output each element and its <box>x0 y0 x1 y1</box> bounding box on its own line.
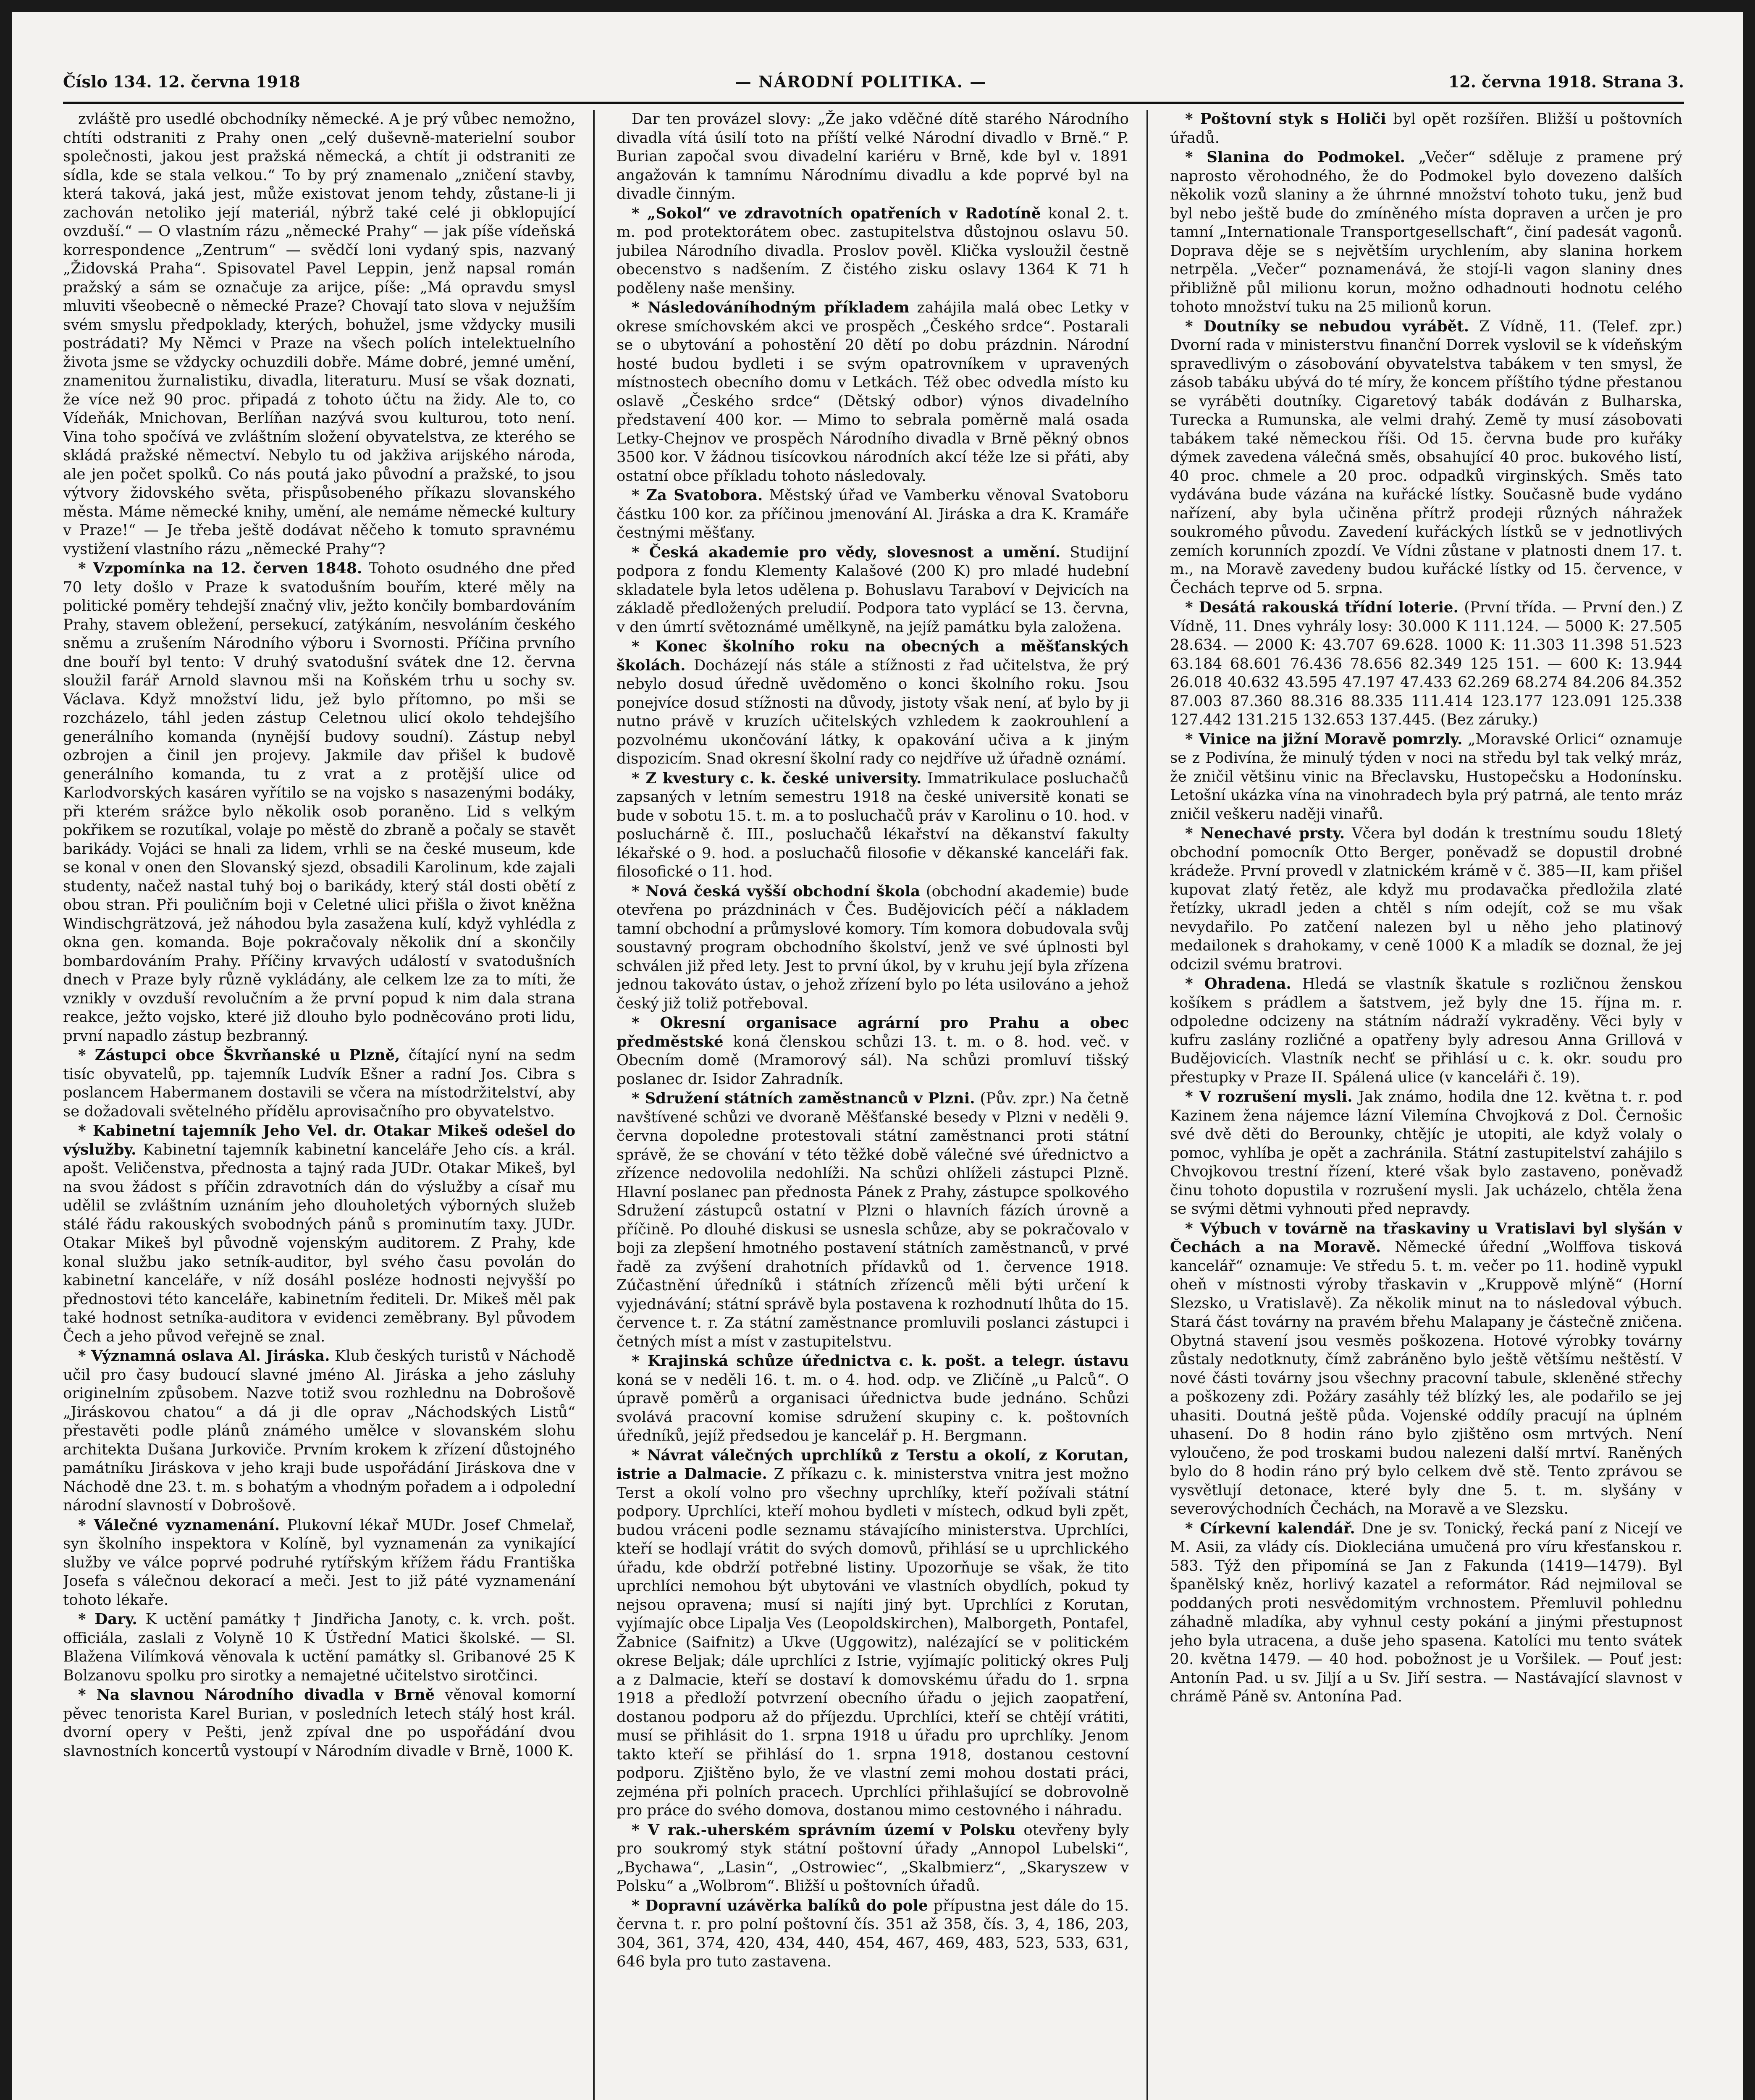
article-paragraph <box>1170 975 1682 1087</box>
article-text: byl opět rozšířen. Bližší u poštovních úřadů. <box>1170 110 1682 147</box>
article-text: konal 2. t. m. pod protektorátem obec. zastupitelstva důstojnou oslavu 50. jubilea Národního divadla. Proslov pověl. Klička vysloužil čestně obecenstvo s nadšením. Z čistého zisku oslavy 1364 K 71 h poděleny naše menšiny. <box>616 205 1129 297</box>
article-heading: * Kabinetní tajemník Jeho Vel. dr. Otakar Mikeš odešel do výslužby. <box>63 1122 575 1158</box>
article-text: přípustna jest dále do 15. června t. r. pro polní poštovní čís. 351 až 358, čís. 3, 4, 186, 203, 304, 361, 374, 420, 434, 440, 454, 467, 469, 483, 523, 533, 631, 646 byla pro tuto zastavena. <box>616 1897 1129 1970</box>
article-heading: * Konec školního roku na obecných a měšťanských školách. <box>616 638 1129 674</box>
article-heading: * Desátá rakouská třídní loterie. <box>1185 599 1459 616</box>
article-text: koná členskou schůzi 13. t. m. o 8. hod. več. v Obecním domě (Mramorový sál). Na schůzi promluví tišský poslanec dr. Isidor Zahradník. <box>616 1033 1129 1088</box>
article-heading: * Sdružení státních zaměstnanců v Plzni. <box>632 1090 975 1107</box>
newspaper-page <box>63 63 1684 2100</box>
article-heading: * Dopravní uzávěrka balíků do pole <box>632 1897 928 1914</box>
article-text: Studijní podpora z fondu Klementy Kalašové (200 K) pro mladé hudební skladatele byla letos udělena p. Bohuslavu Taraboví v Dejvicích na základě předložených preludií. Podpora tato vyplácí se 13. června, v den úmrtí světoznámé umělkyně, na jejíž památku byla založena. <box>616 543 1129 636</box>
article-heading: * Česká akademie pro vědy, slovesnost a umění. <box>632 543 1061 561</box>
article-paragraph <box>616 205 1129 298</box>
article-text: otevřeny byly pro soukromý styk státní poštovní úřady „Annopol Lubelski“, „Bychawa“, „Lasin“, „Ostrowiec“, „Skalbmierz“, „Skaryszew v Polsku“ a „Wolbrom“. Bližší u poštovních úřadů. <box>616 1821 1129 1895</box>
article-text: koná se v neděli 16. t. m. o 4. hod. odp. ve Zličíně „u Palců“. O úpravě poměrů a organisaci úřednictva bude jednáno. Schůzi svolává pracovní komise sdružení skupiny c. k. poštovních úředníků, jejíž předsedou je kancelář p. H. Bergmann. <box>616 1371 1129 1444</box>
article-heading: * Nová česká vyšší obchodní škola <box>632 882 921 900</box>
article-text: zvláště pro usedlé obchodníky německé. A je prý vůbec nemožno, chtíti odstraniti z Prahy onen „celý duševně-materielní soubor společnosti, jakou jest pražská německá, a chtít ji odstraniti ze sídla, kde se stala velkou.“ To by prý znamenalo „zničení stavby, která taková, jaká jest, může existovat jenom tehdy, zůstane-li ji zachován netoliko její materiál, nýbrž také celé ji obklopující ovzduší.“ — O vlastním rázu „německé Prahy“ — jak píše vídeňská korrespondence „Zentrum“ — svědčí loni vydaný spis, nazvaný „Židovská Praha“. Spisovatel Pavel Leppin, jenž napsal román pražský a sám se označuje za arijce, píše: „Má opravdu smysl mluviti všeobecně o německé Praze? Chovají tato slova v nejužším svém smyslu předpoklady, kterých, bohužel, jsme vždycky musili postrádati? My Němci v Praze na všech polích intelektuelního života jsme se vždycky ochuzdili dobře. Máme dobré, jemné umění, znamenitou žurnalistiku, divadla, literaturu. Musí se však doznati, že více než 90 proc. připadá z tohoto účtu na židy. Ale to, co Vídeňák, Mnichovan, Berlíňan nazývá svou kulturou, toto není. Vina toho spočívá ve zvláštním složení obyvatelstva, ze kterého se skládá pražské němectví. Nebylo tu od jakživa arijského národa, ale jen počet spolků. Co nás poutá jako původní a pražské, to jsou výtvory židovského světa, přispůsobeného příkazu slovanského města. Máme německé knihy, umění, ale nemáme německé kultury v Praze!“ — Je třeba ještě dodávat něčeho k tomuto spravnému vystižení vlastního rázu „německé Prahy“? <box>63 110 575 558</box>
article-heading: * Následováníhodným příkladem <box>632 299 910 316</box>
masthead-title: — NÁRODNÍ POLITIKA. — <box>735 72 987 91</box>
article-heading: * Vzpomínka na 12. červen 1848. <box>78 560 362 577</box>
article-paragraph <box>1170 730 1682 824</box>
column-1 <box>63 110 575 2100</box>
article-paragraph <box>616 1897 1129 1971</box>
article-text: (obchodní akademie) bude otevřena po prázdninách v Čes. Budějovicích péčí a nákladem tamní obchodní a průmyslové komory. Tím komora dobudovala svůj soustavný program obchodního školství, jenž ve své úplnosti byl schválen již před lety. Jest to první úkol, by v kruhu její byla zřízena jednou takováto ústav, o jehož zřízení bylo po léta usilováno a jehož český již toliž potřeboval. <box>616 882 1129 1012</box>
article-heading: * Krajinská schůze úřednictva c. k. pošt. a telegr. ústavu <box>632 1352 1129 1370</box>
article-heading: * Nenechavé prsty. <box>1185 825 1345 842</box>
article-heading: * Doutníky se nebudou vyrábět. <box>1185 318 1469 335</box>
issue-number: Číslo 134. 12. června 1918 <box>63 72 300 91</box>
article-paragraph <box>63 1516 575 1610</box>
article-paragraph <box>1170 148 1682 317</box>
article-heading: * V rak.-uherském správním území v Polsku <box>632 1821 1016 1839</box>
article-paragraph <box>616 486 1129 543</box>
article-paragraph <box>1170 110 1682 147</box>
article-paragraph <box>63 1610 575 1685</box>
article-text: (Pův. zpr.) Na četně navštívené schůzi ve dvoraně Měšťanské besedy v Plzni v neděli 9. června dopoledne protestovali státní zaměstnanci proti státní správě, že se chování v této těžké době válečné své úřednictvo a zřízence nedovolila nedohlíži. Na schůzi ohlíželi zástupci Plzně. Hlavní poslanec pan přednosta Pánek z Prahy, zástupce spolkového Sdružení zástupců ostatní v Plzni o hlavních fázích úrovně a příčině. Po dlouhé diskusi se usnesla schůze, aby se pokračovalo v boji za zlepšení hmotného postavení státních zaměstnanců, v prvé řadě za zvýšení drahotních přídavků od 1. července 1918. Zúčastnění úředníků i státních zřízenců měli býti určení k vyjednávání; státní správě byla postavena k rozhodnutí lhůta do 15. července t. r. Za státní zaměstnance promluvili poslanci zástupci i četných míst a míst v zastupitelstvu. <box>616 1090 1129 1350</box>
article-text: Kabinetní tajemník kabinetní kanceláře Jeho cís. a král. apošt. Veličenstva, přednosta a tajný rada JUDr. Otakar Mikeš, byl na svou žádost s příčin zdravotních dán do výslužby a císař mu udělil se zvláštním uznáním jeho dlouholetých výborných služeb stálé řádu rakouských svobodných pánů s prominutím taxy. JUDr. Otakar Mikeš byl původně vojenským auditorem. Z Prahy, kde konal službu jako setník-auditor, byl svého času povolán do kabinetní kanceláře, v níž dosáhl posléze hodnosti nejvyšší po přednostovi této kanceláře, kabinetním řediteli. Dr. Mikeš měl pak také hodnost setníka-auditora v evidenci zeměbrany. Byl původem Čech a jeho původ veřejně se znal. <box>63 1141 575 1345</box>
page-number: 12. června 1918. Strana 3. <box>1448 72 1684 91</box>
article-paragraph <box>1170 1088 1682 1219</box>
article-paragraph <box>616 638 1129 769</box>
article-paragraph <box>63 1046 575 1121</box>
article-heading: * Z kvestury c. k. české university. <box>632 769 922 787</box>
article-paragraph <box>616 1089 1129 1351</box>
article-paragraph <box>616 543 1129 637</box>
article-heading: * Na slavnou Národního divadla v Brně <box>78 1686 435 1704</box>
article-text: věnoval komorní pěvec tenorista Karel Burian, v posledních letech stálý host král. dvorní opery v Pešti, jenž zpíval dne po uspořádání dvou slavnostních koncertů vystoupí v Národním divadle v Brně, 1000 K. <box>63 1686 575 1760</box>
header-rule <box>63 102 1684 104</box>
article-heading: * V rozrušení mysli. <box>1185 1088 1353 1105</box>
article-text: Včera byl dodán k trestnímu soudu 18letý obchodní pomocník Otto Berger, poněvadž se dopustil drobné krádeže. První provedl v zlatnickém krámě v č. 385—II, kam přišel kupovat zlatý řetěz, ale když mu prodavačka předložila zlaté řetízky, ukradl jeden a chtěl s ním odejít, což se mu však nevydařilo. Po zatčení nalezen byl u něho jeho platinový medailonek s drahokamy, v ceně 1000 K a mladík se doznal, že jej odcizil svému bratrovi. <box>1170 825 1682 973</box>
column-3 <box>1170 110 1682 2100</box>
article-text: „Večer“ sděluje z pramene prý naprosto věrohodného, že do Podmokel bylo dovezeno dalších několik vozů slaniny a že úhrnné množství tohoto tuku, jenž bud byl nebo ještě bude do zmíněného místa dopraven a určen je pro tamní „Internationale Transportgesellschaft“, činí padesát vagonů. Doprava děje se s největším urychlením, aby slanina horkem netrpěla. „Večer“ poznamenává, že stojí-li vagon slaniny dnes přibližně půl milionu korun, možno odhadnouti hodnotu celého tohoto množství tuku na 25 milionů korun. <box>1170 149 1682 315</box>
article-text: Německé úřední „Wolffova tisková kancelář“ oznamuje: Ve středu 5. t. m. večer po 11. hodině vypukl oheň v místnosti výroby třaskavin v „Kruppově mlýně“ (Horní Slezsko, u Vratislavě). Za několik minut na to následoval výbuch. Stará část továrny na pravém břehu Malapany je částečně zničena. Obytná stavení jsou vesměs poškozena. Hotové výrobky továrny zůstaly nedotknuty, čímž zabráněno bylo ještě většímu neštěstí. V nové části továrny jsou všechny pracovní tabule, skleněné střechy a poškozeny zdi. Požáry zasáhly též blízký les, ale podařilo se jej uhasiti. Doutná ještě půda. Vojenské oddíly pracují na úplném uhasení. Do 8 hodin ráno bylo zjištěno osm mrtvých. Není vyloučeno, že pod troskami budou nalezeni další mrtví. Raněných bylo do 8 hodin ráno prý bylo celkem dvě stě. Tento zprávou se vysvětlují detonace, které byly dne 5. t. m. slyšány v severovýchodních Čechách, na Moravě a ve Slezsku. <box>1170 1239 1682 1517</box>
article-heading: * Poštovní styk s Holiči <box>1185 110 1386 128</box>
article-text: (První třída. — První den.) Z Vídně, 11. Dnes vyhrály losy: 30.000 K 111.124. — 5000 K: 27.505 28.634. — 2000 K: 43.707 69.628. 1000 K: 11.303 11.398 51.523 63.184 68.601 76.436 78.656 82.349 125 151. — 600 K: 13.944 26.018 40.632 43.595 47.197 47.433 62.269 68.274 84.206 84.352 87.003 87.360 88.316 88.335 111.414 123.177 123.091 125.338 127.442 131.215 132.653 137.445. (Bez záruky.) <box>1170 599 1682 728</box>
article-text: Jak známo, hodila dne 12. května t. r. pod Kazinem žena nájemce lázní Vilemína Chvojková z Dol. Černošic své dvě děti do Berounky, chtějíc je utopiti, ale když volaly o pomoc, vyhlíba je opět a zachránila. Státní zastupitelství zahájilo s Chvojkovou trestní řízení, které však bylo zastaveno, poněvadž činu tohoto dopustila v rozrušení mysli. Jak ucházelo, chtěla žena se svými dětmi vyhnouti před nepravdy. <box>1170 1088 1682 1218</box>
article-heading: * Církevní kalendář. <box>1185 1520 1355 1537</box>
article-paragraph <box>616 1821 1129 1896</box>
article-heading: * Návrat válečných uprchlíků z Terstu a okolí, z Korutan, istrie a Dalmacie. <box>616 1446 1129 1483</box>
article-paragraph <box>616 882 1129 1013</box>
article-heading: * Za Svatobora. <box>632 487 763 504</box>
article-paragraph <box>1170 318 1682 598</box>
article-paragraph <box>63 1686 575 1761</box>
article-paragraph <box>1170 1520 1682 1706</box>
article-paragraph <box>63 559 575 1045</box>
article-paragraph <box>1170 1220 1682 1519</box>
article-heading: * Ohradena. <box>1185 975 1291 992</box>
article-text: „Moravské Orlici“ oznamuje se z Podivína, že minulý týden v noci na středu byl tak velký mráz, že zničil většinu vinic na Břeclavsku, Hustopečsku a Hodonínsku. Letošní ukázka vína na vinohradech byla prý patrná, ale tento mráz zničil veškeru naději vinařů. <box>1170 730 1682 823</box>
article-paragraph <box>63 1347 575 1515</box>
article-text: Městský úřad ve Vamberku věnoval Svatoboru částku 100 kor. za příčinou jmenování Al. Jiráska a dra K. Kramáře čestnými měšťany. <box>616 487 1129 541</box>
article-paragraph <box>616 299 1129 486</box>
article-text: Plukovní lékař MUDr. Josef Chmelař, syn školního inspektora v Kolíně, byl vyznamenán za vynikající služby ve válce poprvé podruhé rytířským křížem řádu Františka Josefa s válečnou dekorací a meči. Jest to již páté vyznamenání tohoto lékaře. <box>63 1516 575 1609</box>
article-text: Hledá se vlastník škatule s rozličnou ženskou košíkem s prádlem a šatstvem, jež byly dne 15. října m. r. odpoledne odcizeny na státním nádraží vykraděny. Věci byly v kufru zaslány rozličné a opatřeny byly adresou Anna Grillová v Budějovicích. Vlastník nechť se přihlásí u c. k. okr. soudu pro přestupky v Praze II. Spálená ulice (v kanceláři č. 19). <box>1170 975 1682 1086</box>
page-header <box>63 63 1684 101</box>
article-text: Z Vídně, 11. (Telef. zpr.) Dvorní rada v ministerstvu finanční Dorrek vyslovil se k vídeňským spravedlivým o zásobování obyvatelstva tabákem v ten smysl, že zásob tabáku ubývá do té míry, že koncem příštího týdne přestanou se vyráběti doutníky. Cigaretový tabák dodáván z Bulharska, Turecka a Rumunska, ale velmi drahý. Země ty musí zásobovati tabákem také německou říši. Od 15. června bude pro kuřáky dýmek zavedena válečná směs, obsahující 40 proc. bukového listí, 40 proc. chmele a 20 proc. odpadků virginských. Směs tato vydávána bude vázána na kuřácké lístky. Současně bude vydáno nařízení, aby byla učiněna přítrž prodeji různých náhražek soukromého původu. Zavedení kuřáckých lístků se v jednotlivých zemích korunních zpozdí. Ve Vídni zůstane v platnosti dnem 17. t. m., na Moravě zavedeny budou kuřácké lístky od 15. července, v Čechách teprve od 5. srpna. <box>1170 318 1682 597</box>
article-heading: * Dary. <box>78 1611 137 1628</box>
article-heading: * Vinice na jižní Moravě pomrzly. <box>1185 730 1463 748</box>
column-divider <box>1146 110 1148 2100</box>
article-heading: * Významná oslava Al. Jiráska. <box>78 1347 330 1365</box>
article-heading: * „Sokol“ ve zdravotních opatřeních v Radotíně <box>632 205 1041 222</box>
article-heading: * Okresní organisace agrární pro Prahu a obec předměstské <box>616 1014 1129 1050</box>
article-text: Immatrikulace posluchačů zapsaných v letním semestru 1918 na české universitě konati se bude v sobotu 15. t. m. a to posluchačů práv v Karolinu o 10. hod. v posluchárně č. III., posluchačů lékařství na děkanství fakulty lékařské o 9. hod. a posluchačů filosofie v děkanské kanceláři fak. filosofické o 11. hod. <box>616 769 1129 880</box>
column-2 <box>616 110 1129 2100</box>
article-text: zahájila malá obec Letky v okrese smíchovském akci ve prospěch „Českého srdce“. Postarali se o ubytování a pohostění 20 dětí po dobu prázdnin. Národní hosté budou bydleti i se svým opatrovníkem v upravených místnostech obecního domu v Letkách. Též obec odvedla místo ku oslavě „Českého srdce“ (Dětský odbor) výnos divadelního představení 400 kor. — Mimo to sebrala poměrně malá osada Letky-Chejnov ve prospěch Národního divadla v Brně pěkný obnos 3500 kor. V žádnou tisícovkou národních akcí téže lze si přáti, aby ostatní obce příkladu tohoto následovaly. <box>616 299 1129 485</box>
article-paragraph <box>63 1122 575 1346</box>
article-paragraph <box>616 769 1129 882</box>
article-paragraph <box>616 1446 1129 1820</box>
article-text: Tohoto osudného dne před 70 lety došlo v Praze k svatodušním bouřím, které měly na politické poměry tehdejší značný vliv, ježto končily bombardováním Prahy, stavem obležení, persekucí, zatýkáním, nesvoláním českého sněmu a zrušením Národního výboru i Svornosti. Příčina prvního dne bouří byl tento: V druhý svatodušní svátek dne 12. června sloužil farář Arnold slavnou mši na Koňském trhu u sochy sv. Václava. Když množství lidu, jež bylo přítomno, po mši se rozcházelo, táhl jeden zástup Celetnou ulicí okolo tehdejšího generálního komanda (nynější budovy soudní). Zástup nebyl ozbrojen a činil jen projevy. Jakmile dav přišel k budově generálního komanda, tu z vrat a z protější ulice od Karlodvorských kasáren vyřítilo se na vojsko s nasazenými bodáky, při kterém srážce bylo několik osob poraněno. Lid s velkým pokřikem se rozutíkal, volaje po městě do zbraně a počaly se stavět barikády. Vojáci se hnali za lidem, vrhli se na české museum, kde se konal v onen den Slovanský sjezd, obsadili Karolinum, kde zajali studenty, načež nastal tuhý boj o barikády, který stál dosti obětí z obou stran. Při pouličním boji v Celetné ulici přišla o život kněžna Windischgrätzová, jež náhodou byla zasažena kulí, když vyhlédla z okna gen. komanda. Boje pokračovaly několik dní a skončily bombardováním Prahy. Příčiny krvavých událostí v svatodušních dnech v Praze byly různě vykládány, ale celkem lze za to míti, že vznikly v ovzduší revolučním a že první popud k nim dala strana reakce, ježto vojsko, které již dlouho bylo podněcováno proti lidu, první napadlo zástup bezbranný. <box>63 560 575 1045</box>
article-paragraph <box>616 1014 1129 1089</box>
article-paragraph <box>1170 598 1682 730</box>
article-text: Dne je sv. Tonický, řecká paní z Nicejí ve M. Asii, za vlády cís. Diokleciána umučená pro víru křesťanskou r. 583. Týž den připomíná se Jan z Fakunda (1419—1479). Byl španělský kněz, horlivý kazatel a reformátor. Rád nejmiloval se poddaných proti nesvědomitým vrchnostem. Přemluvil pohlednu záhadně mladíka, aby vyhnul cesty pokání a jinými přestupnost jeho byla utracena, a duše jeho spasena. Katolíci mu tento svátek 20. května 1479. — 40 hod. pobožnost je u Voršilek. — Pouť jest: Antonín Pad. u sv. Jiljí a u Sv. Jiří sestra. — Nastávající slavnost v chrámě Páně sv. Antonína Pad. <box>1170 1520 1682 1705</box>
article-heading: * Válečné vyznamenání. <box>78 1516 280 1534</box>
article-paragraph <box>616 1352 1129 1446</box>
article-paragraph <box>616 110 1129 204</box>
article-paragraph <box>63 110 575 559</box>
article-text: čítající nyní na sedm tisíc obyvatelů, pp. tajemník Ludvík Ešner a radní Jos. Cibra s poslancem Habermanem dostavili se včera na místodržitelství, aby se dožadovali světelného přídělu aprovisačního pro obyvatelstvo. <box>63 1047 575 1120</box>
column-divider <box>593 110 595 2100</box>
article-paragraph <box>1170 824 1682 974</box>
article-heading: * Zástupci obce Škvrňanské u Plzně, <box>78 1047 400 1064</box>
article-text: Dar ten provázel slovy: „Že jako vděčné dítě starého Národního divadla vítá úsilí toto na příští velké Národní divadlo v Brně.“ P. Burian započal svou divadelní kariéru v Brně, kde byl v. 1891 angažován k tamnímu Národnímu divadlu a kde poprvé byl na divadle činným. <box>616 110 1129 202</box>
article-heading: * Výbuch v továrně na třaskaviny u Vratislavi byl slyšán v Čechách a na Moravě. <box>1170 1220 1682 1256</box>
article-text: K uctění památky † Jindřicha Janoty, c. k. vrch. pošt. officiála, zaslali z Volyně 10 K Ústřední Matici školské. — Sl. Blažena Vilímková věnovala k uctění památky sl. Gribanové 25 K Bolzanovu spolku pro sirotky a nemajetné učitelstvo sirotčinci. <box>63 1611 575 1684</box>
article-heading: * Slanina do Podmokel. <box>1185 149 1405 166</box>
article-text: Z příkazu c. k. ministerstva vnitra jest možno Terst a okolí volno pro všechny uprchlíky, kteří požívali státní podpory. Uprchlíci, kteří mohou bydleti v místech, odkud byli zpět, budou vráceni podle seznamu stávajícího ministerstva. Uprchlíci, kteří se hodlají vrátit do svých domovů, přihlásí se u uprchlického úřadu, kde obdrží potřebné listiny. Upozorňuje se však, že tito uprchlíci nemohou být ubytováni ve vlastních obydlích, pokud ty nejsou opravena; musí si najíti jiný byt. Uprchlíci z Korutan, vyjímajíc obce Lipalja Ves (Leopoldskirchen), Malborgeth, Pontafel, Žabnice (Saifnitz) a Ukve (Uggowitz), nalézající se v politickém okrese Beljak; dále uprchlíci z Istrie, vyjímajíc politický okres Pulj a z Dalmacie, kteří se dostaví k domovskému úřadu do 1. srpna 1918 a předloží potvrzení obecního úřadu o jejich zaopatření, dostanou podporu až do příjezdu. Uprchlíci, kteří se chtějí vrátiti, musí se přihlásit do 1. srpna 1918 u úřadu pro uprchlíky. Jenom takto kteří se přihlásí do 1. srpna 1918, dostanou cestovní podporu. Zjištěno bylo, že ve vlastní zemi mohou dostati práci, zejména při polních pracech. Uprchlíci přihlašující se dobrovolně pro práce do svého domova, dostanou mimo cestovného i náhradu. <box>616 1465 1129 1819</box>
article-text: Klub českých turistů v Náchodě učil pro časy budoucí slavné jméno Al. Jiráska a jeho zásluhy originelním způsobem. Nazve totiž svou rozhlednu na Dobrošově „Jiráskovou chatou“ a dá ji dle oprav „Náchodských Listů“ přestavěti podle plánů známého umělce v slovanském slohu architekta Dušana Jurkoviče. Prvním krokem k zřízení důstojného památníku Jiráskova v jeho kraji bude uspořádání Jiráskova dne v Náchodě dne 23. t. m. s bohatým a vhodným pořadem a i odpolední národní slavností v Dobrošově. <box>63 1347 575 1514</box>
article-text: Docházejí nás stále a stížnosti z řad učitelstva, že prý nebylo dosud úředně uvědoměno o konci školního roku. Jsou ponejvíce dosud stížnosti na důvody, jistoty však není, ať bylo by ji nutno právě v kruzích učitelských vzhledem k zaokrouhlení a pozvolnému ukončování látky, k opakování učiva a k jiným dispozicím. Snad okresní školní rady co nejdříve už úřadně oznámí. <box>616 656 1129 767</box>
